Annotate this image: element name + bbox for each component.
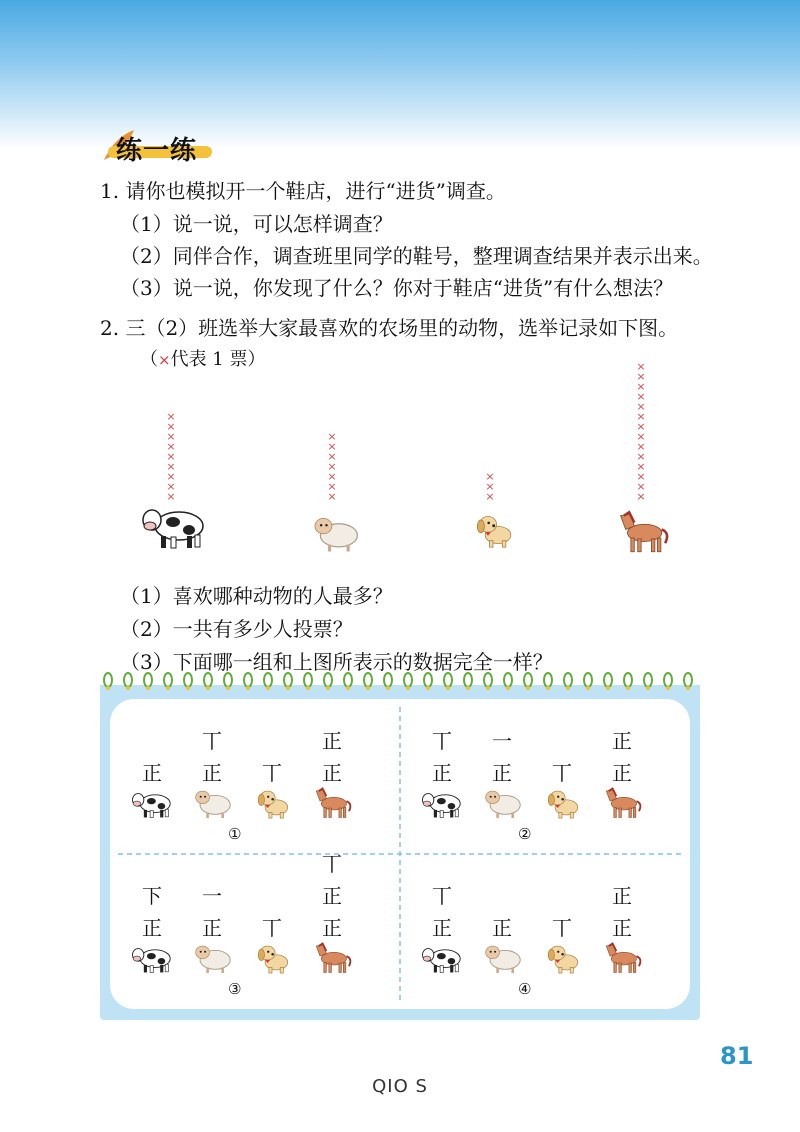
vote-mark: ×	[636, 440, 646, 453]
tally-cow: 下	[142, 884, 162, 908]
options-grid	[110, 699, 690, 1009]
sheep-icon	[190, 787, 234, 823]
option-2	[400, 699, 690, 854]
vote-mark: ×	[636, 370, 646, 383]
vote-mark: ×	[636, 430, 646, 443]
options-panel	[100, 685, 700, 1020]
vote-mark: ×	[485, 480, 495, 493]
tally-sheep: 丅	[202, 729, 222, 753]
vote-mark: ×	[166, 460, 176, 473]
vote-mark: ×	[166, 440, 176, 453]
vote-mark: ×	[636, 420, 646, 433]
tally-cow: 丅	[432, 729, 452, 753]
dog-icon	[540, 942, 584, 978]
vote-mark: ×	[636, 460, 646, 473]
vote-mark-icon: ×	[158, 351, 171, 369]
option-1	[110, 699, 400, 854]
tally-dog: 丅	[262, 916, 282, 940]
vote-column-horse	[634, 362, 648, 502]
notebook-rings	[100, 671, 700, 693]
tally-sheep: 正	[492, 761, 512, 785]
tally-horse: 正	[322, 884, 342, 908]
vote-mark: ×	[327, 460, 337, 473]
q1-item-3: （3）说一说，你发现了什么？你对于鞋店“进货”有什么想法？	[120, 276, 674, 300]
sheep-icon	[308, 512, 362, 558]
tally-sheep: 正	[492, 916, 512, 940]
tally-sheep: 正	[202, 761, 222, 785]
page-number: 81	[720, 1042, 754, 1070]
vote-mark: ×	[166, 480, 176, 493]
vote-mark: ×	[636, 450, 646, 463]
horse-icon	[310, 787, 354, 823]
tally-cow: 丅	[432, 884, 452, 908]
q2-item-3: （3）下面哪一组和上图所表示的数据完全一样？	[120, 650, 553, 674]
vote-mark: ×	[327, 470, 337, 483]
dog-icon	[250, 942, 294, 978]
tally-horse: 正	[322, 916, 342, 940]
vote-mark: ×	[636, 410, 646, 423]
tally-cow: 正	[432, 916, 452, 940]
tally-horse: 正	[612, 761, 632, 785]
cow-icon	[130, 787, 174, 823]
q1-title: 1. 请你也模拟开一个鞋店，进行“进货”调查。	[100, 179, 506, 203]
vote-column-cow	[164, 412, 178, 502]
cow-icon	[420, 787, 464, 823]
option-label: ①	[228, 825, 242, 843]
vote-mark: ×	[485, 470, 495, 483]
vote-mark: ×	[166, 410, 176, 423]
legend: （×代表 1 票）	[140, 349, 266, 370]
tally-horse: 正	[612, 916, 632, 940]
vote-mark: ×	[166, 470, 176, 483]
cow-icon	[420, 942, 464, 978]
option-label: ④	[518, 980, 532, 998]
option-label: ③	[228, 980, 242, 998]
vote-mark: ×	[636, 480, 646, 493]
vote-mark: ×	[636, 360, 646, 373]
tally-horse: 正	[322, 729, 342, 753]
section-heading	[100, 128, 212, 166]
tally-sheep: 正	[202, 916, 222, 940]
tally-sheep: 一	[492, 729, 512, 753]
vote-column-dog	[483, 472, 497, 502]
tally-dog: 丅	[552, 761, 572, 785]
q2-item-1: （1）喜欢哪种动物的人最多？	[120, 584, 393, 608]
section-title: 练一练	[116, 136, 198, 166]
vote-mark: ×	[327, 450, 337, 463]
vote-mark: ×	[636, 390, 646, 403]
option-label: ②	[518, 825, 532, 843]
vote-mark: ×	[636, 470, 646, 483]
horse-icon	[310, 942, 354, 978]
q2-item-2: （2）一共有多少人投票？	[120, 617, 353, 641]
cow-icon	[130, 942, 174, 978]
vote-mark: ×	[166, 450, 176, 463]
tally-horse: 正	[322, 761, 342, 785]
q2-title: 2. 三（2）班选举大家最喜欢的农场里的动物，选举记录如下图。	[100, 316, 679, 340]
tally-horse: 正	[612, 729, 632, 753]
sheep-icon	[480, 942, 524, 978]
vote-mark: ×	[327, 480, 337, 493]
vote-mark: ×	[327, 490, 337, 503]
horse-icon	[600, 942, 644, 978]
option-4	[400, 854, 690, 1009]
tally-cow: 正	[142, 761, 162, 785]
sheep-icon	[480, 787, 524, 823]
vote-mark: ×	[166, 420, 176, 433]
vote-mark: ×	[636, 380, 646, 393]
vote-mark: ×	[485, 490, 495, 503]
tally-dog: 丅	[552, 916, 572, 940]
vote-mark: ×	[166, 490, 176, 503]
q1-item-2: （2）同伴合作，调查班里同学的鞋号，整理调查结果并表示出来。	[120, 244, 713, 268]
vote-column-sheep	[325, 432, 339, 502]
tally-cow: 正	[432, 761, 452, 785]
tally-cow: 正	[142, 916, 162, 940]
vote-pictograph	[0, 340, 800, 580]
horse-icon	[600, 787, 644, 823]
tally-dog: 丅	[262, 761, 282, 785]
sheep-icon	[190, 942, 234, 978]
dog-icon	[250, 787, 294, 823]
tally-sheep: 一	[202, 884, 222, 908]
dog-icon	[468, 506, 518, 558]
dog-icon	[540, 787, 584, 823]
horse-icon	[612, 510, 672, 558]
tally-horse: 丅	[322, 852, 342, 876]
cow-icon	[138, 500, 210, 554]
footer-text: QIO S	[372, 1076, 428, 1097]
vote-mark: ×	[327, 440, 337, 453]
q1-item-1: （1）说一说，可以怎样调查？	[120, 212, 393, 236]
option-3	[110, 854, 400, 1009]
vote-mark: ×	[636, 490, 646, 503]
vote-mark: ×	[636, 400, 646, 413]
vote-mark: ×	[166, 430, 176, 443]
vote-mark: ×	[327, 430, 337, 443]
tally-horse: 正	[612, 884, 632, 908]
